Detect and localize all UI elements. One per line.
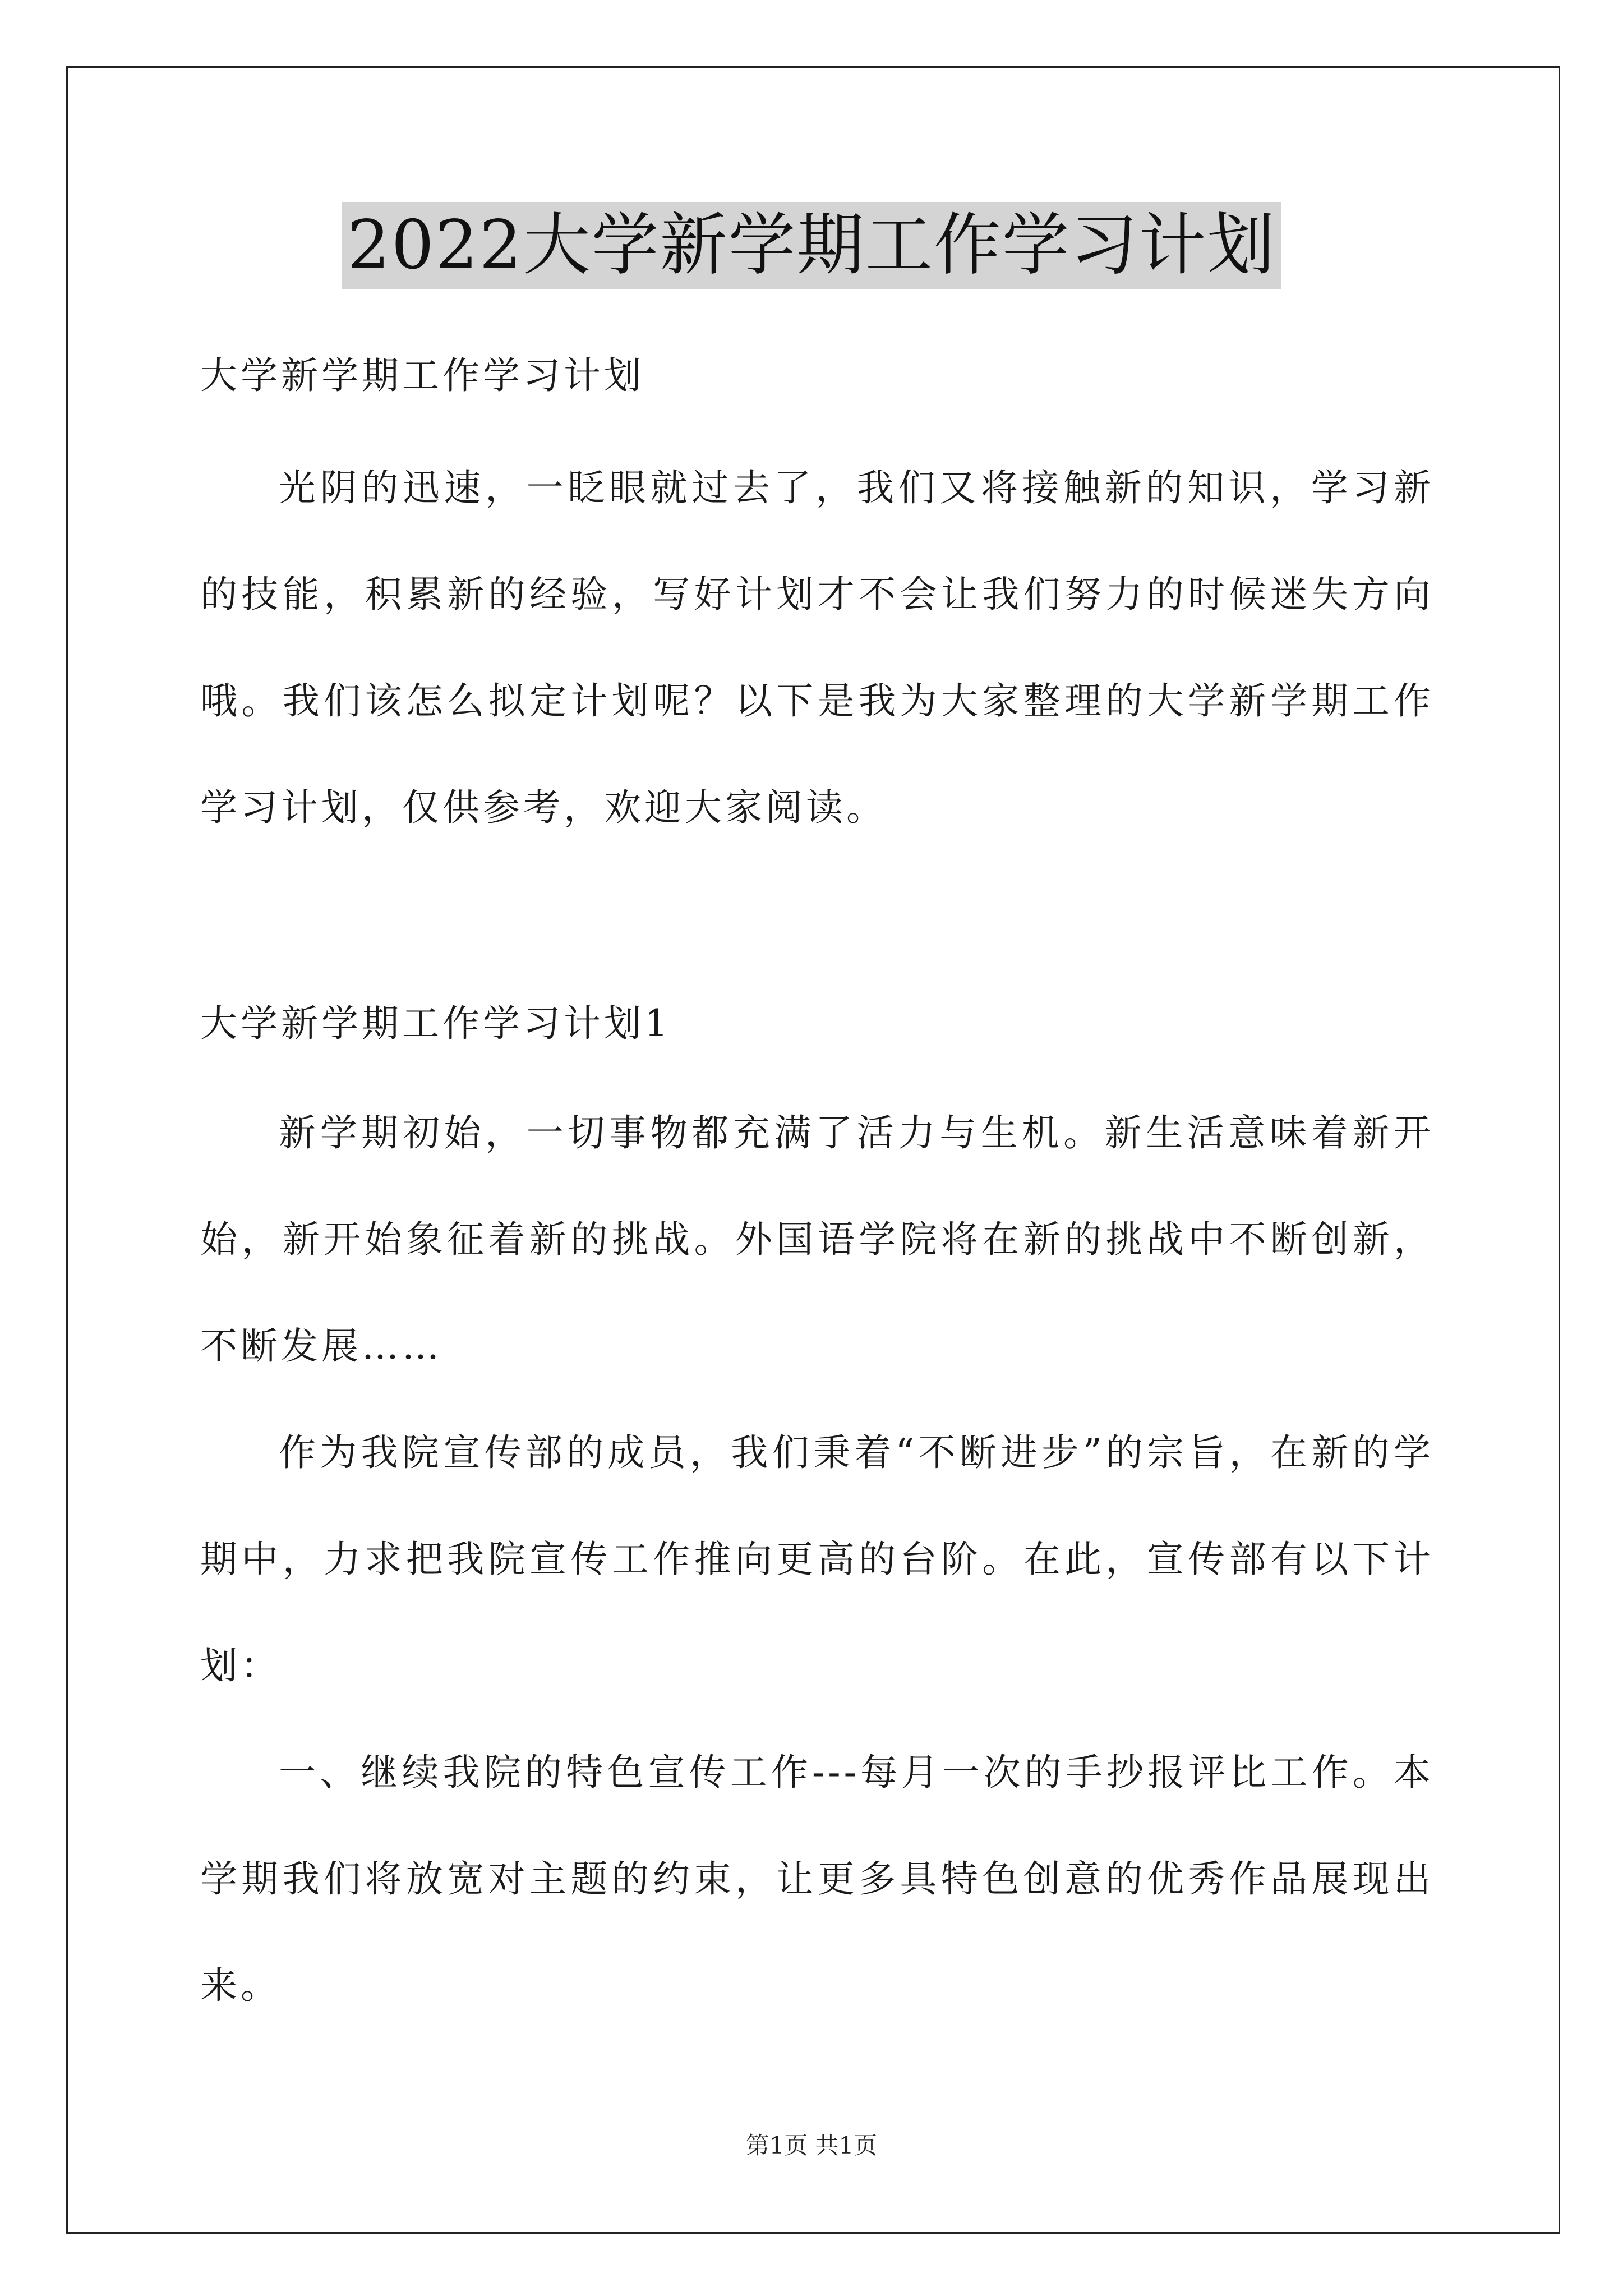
section-heading-1: 大学新学期工作学习计划1 (200, 1002, 671, 1045)
document-title: 2022大学新学期工作学习计划 (342, 202, 1281, 289)
subtitle-paragraph: 大学新学期工作学习计划 (200, 354, 644, 397)
page-footer: 第1页 共1页 (745, 2132, 878, 2159)
body-paragraph-2: 作为我院宣传部的成员，我们秉着“不断进步”的宗旨，在新的学期中，力求把我院宣传工作推向更高的台阶。在此，宣传部有以下计划： (200, 1431, 1434, 1687)
body-paragraph-1: 新学期初始，一切事物都充满了活力与生机。新生活意味着新开始，新开始象征着新的挑战。外国语学院将在新的挑战中不断创新，不断发展…… (200, 1111, 1434, 1368)
title-block (0, 202, 1623, 289)
body-paragraph-3: 一、继续我院的特色宣传工作---每月一次的手抄报评比工作。本学期我们将放宽对主题的约束，让更多具特色创意的优秀作品展现出来。 (200, 1751, 1434, 2007)
intro-paragraph: 光阴的迅速，一眨眼就过去了，我们又将接触新的知识，学习新的技能，积累新的经验，写好计划才不会让我们努力的时候迷失方向哦。我们该怎么拟定计划呢？以下是我为大家整理的大学新学期工作学习计划，仅供参考，欢迎大家阅读。 (200, 466, 1434, 829)
